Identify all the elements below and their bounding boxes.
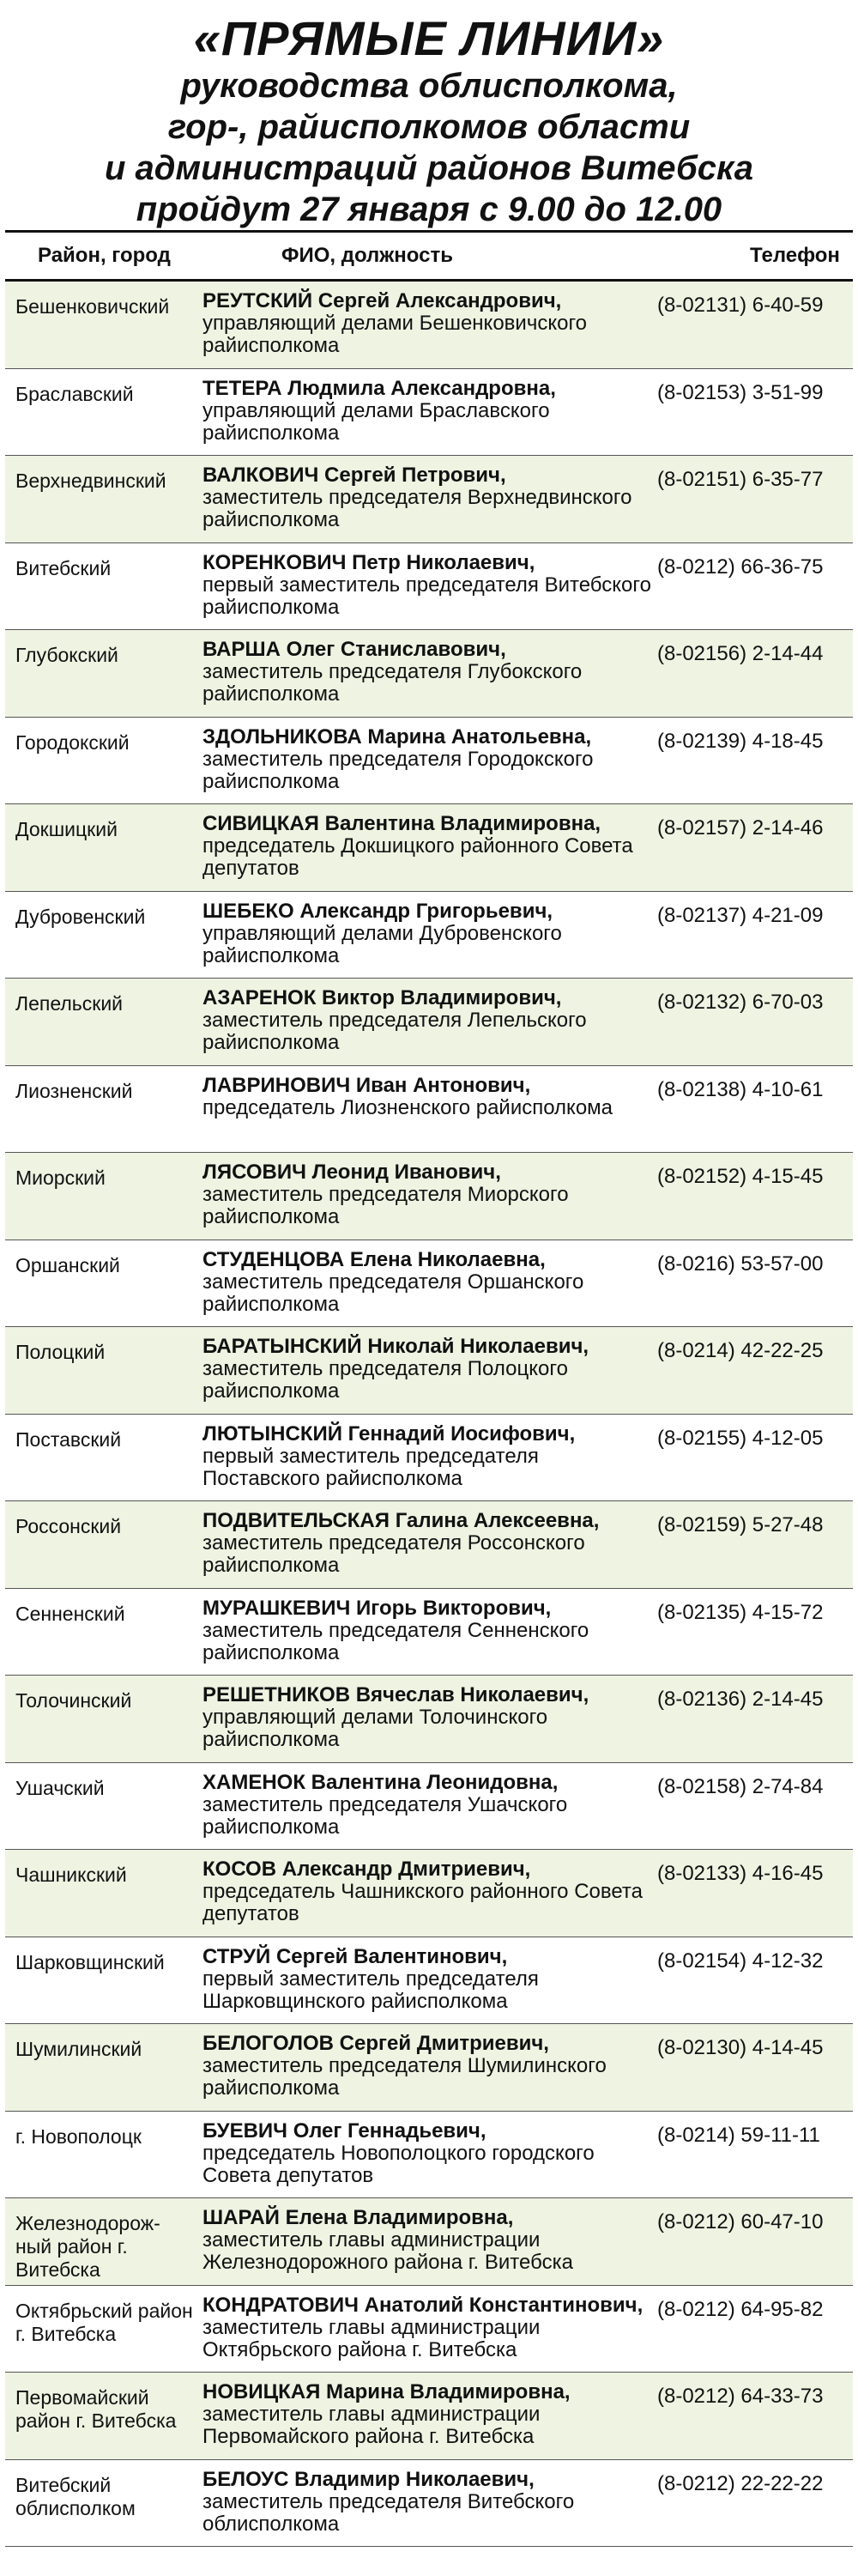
person-given-name: Марина Владимировна, [326,2380,571,2403]
person-name [202,1858,654,1881]
person-cell [194,282,654,368]
person-given-name: Валентина Леонидовна, [311,1770,559,1794]
person-surname: АЗАРЕНОК [202,986,317,1009]
person-name [202,2469,654,2491]
table-row [5,979,853,1066]
table-row [5,282,853,369]
person-cell [194,979,654,1065]
person-given-name: Сергей Александрович, [317,289,562,312]
table-row [5,1066,853,1154]
district-cell: Чашникский [15,1864,127,1886]
person-surname: ВАЛКОВИЧ [202,464,319,487]
phone-cell: (8-02132) 6-70-03 [657,991,824,1014]
person-surname: РЕШЕТНИКОВ [202,1683,351,1706]
person-surname: КОНДРАТОВИЧ [202,2293,359,2317]
person-name [202,1510,654,1532]
person-cell [194,2286,654,2373]
person-surname: БУЕВИЧ [202,2118,288,2143]
person-name [202,1423,654,1446]
phone-cell: (8-02155) 4-12-05 [657,1426,824,1450]
person-cell [194,892,654,979]
district-cell: Первомайский район г. Витебска [15,2386,177,2432]
person-surname: МУРАШКЕВИЧ [202,1596,351,1620]
district-cell: Миорский [15,1167,106,1189]
district-cell: Полоцкий [15,1341,106,1363]
person-given-name: Валентина Владимировна, [324,812,601,835]
person-position: управляющий делами Браславского райисполкома [202,398,550,445]
person-name [202,987,654,1009]
person-surname: БЕЛОГОЛОВ [202,2032,334,2055]
person-position: заместитель главы администрации Железнодорожного района г. Витебска [202,2228,573,2274]
person-given-name: Людмила Александровна, [287,376,556,400]
person-cell [194,1850,654,1937]
person-name [202,290,654,312]
table-row [5,2460,853,2548]
person-position: заместитель председателя Оршанского райисполкома [202,1270,584,1316]
person-cell [194,2024,654,2111]
person-cell [194,804,654,891]
person-name [202,1684,654,1706]
table-row [5,2198,853,2286]
district-cell: Россонский [15,1515,122,1537]
person-name [202,1075,654,1097]
phone-cell: (8-0212) 60-47-10 [657,2210,824,2234]
person-given-name: Александр Дмитриевич, [281,1858,531,1881]
person-given-name: Олег Станиславович, [286,638,506,661]
district-cell: Ушачский [15,1776,105,1799]
person-given-name: Сергей Петрович, [324,464,506,487]
person-cell [194,1676,654,1762]
person-position: первый заместитель председателя Поставского райисполкома [202,1444,539,1490]
person-surname: ЛЮТЫНСКИЙ [202,1421,342,1446]
district-cell: Витебский [15,556,112,579]
table-row [5,1501,853,1589]
table-row [5,1937,853,2025]
person-cell [194,2112,654,2198]
district-cell: Шумилинский [15,2038,142,2060]
person-cell [194,369,654,456]
district-cell: Глубокский [15,644,118,666]
header-phone: Телефон [750,244,840,267]
person-position: первый заместитель председателя Шарковщинского райисполкома [202,1967,539,2013]
phone-cell: (8-02154) 4-12-32 [657,1949,824,1973]
person-given-name: Олег Геннадьевич, [293,2118,486,2143]
table-row [5,1240,853,1328]
person-given-name: Владимир Николаевич, [294,2467,535,2491]
person-name [202,639,654,661]
person-position: заместитель председателя Миорского райисполкома [202,1183,569,1228]
heading-line-2: руководства облисполкома, [180,67,678,105]
person-name [202,378,654,400]
district-cell: Сенненский [15,1602,125,1625]
table-row [5,1589,853,1676]
person-given-name: Игорь Викторович, [356,1596,552,1620]
district-cell: г. Новополоцк [15,2124,142,2148]
person-position: заместитель председателя Городокского райисполкома [202,747,594,793]
person-cell [194,1153,654,1240]
phone-cell: (8-02156) 2-14-44 [657,642,824,665]
person-name [202,2120,654,2143]
phone-cell: (8-02136) 2-14-45 [657,1688,824,1711]
person-cell [194,718,654,804]
person-given-name: Анатолий Константинович, [364,2293,644,2317]
person-surname: ШАРАЙ [202,2206,280,2229]
person-position: председатель Новополоцкого городского Совета депутатов [202,2141,595,2187]
header-person: ФИО, должность [281,244,453,267]
person-cell [194,1937,654,2024]
district-cell: Лиозненский [15,1079,133,1102]
table-row [5,1415,853,1502]
person-cell [194,1589,654,1676]
person-given-name: Петр Николаевич, [352,550,535,574]
table-row [5,369,853,457]
person-given-name: Александр Григорьевич, [299,899,553,923]
person-given-name: Сергей Валентинович, [275,1944,508,1968]
district-cell: Бешенковичский [15,295,170,318]
person-surname: ЗДОЛЬНИКОВА [202,724,362,749]
table-row [5,2112,853,2199]
district-cell: Шарковщинский [15,1950,165,1973]
person-cell [194,543,654,630]
person-position: управляющий делами Толочинского райисполкома [202,1706,548,1751]
phone-cell: (8-02158) 2-74-84 [657,1774,824,1798]
person-cell [194,1066,654,1153]
phone-cell: (8-0214) 59-11-11 [657,2123,820,2147]
person-cell [194,2373,654,2459]
person-surname: ЛАВРИНОВИЧ [202,1073,351,1097]
table-row [5,543,853,631]
phone-cell: (8-0212) 64-33-73 [657,2385,824,2408]
table-row [5,1763,853,1851]
district-cell: Браславский [15,382,134,405]
person-surname: БЕЛОУС [202,2467,289,2491]
person-name [202,1249,654,1271]
person-surname: БАРАТЫНСКИЙ [202,1335,362,1358]
person-cell [194,2460,654,2547]
phone-cell: (8-02133) 4-16-45 [657,1862,824,1885]
person-name [202,552,654,574]
phone-cell: (8-02152) 4-15-45 [657,1165,824,1188]
person-surname: КОРЕНКОВИЧ [202,550,347,574]
person-name [202,1336,654,1358]
person-surname: СИВИЦКАЯ [202,812,319,835]
table-row [5,804,853,892]
table-row [5,1850,853,1937]
person-position: заместитель председателя Полоцкого райисполкома [202,1357,568,1403]
person-given-name: Вячеслав Николаевич, [355,1683,589,1706]
person-name [202,2033,654,2055]
district-cell: Оршанский [15,1253,120,1276]
person-surname: ПОДВИТЕЛЬСКАЯ [202,1509,390,1532]
phone-cell: (8-02139) 4-18-45 [657,729,824,753]
table-header [5,230,853,282]
person-name [202,464,654,487]
person-cell [194,1415,654,1501]
district-cell: Витебский облисполком [15,2473,136,2519]
heading-line-4: и администраций районов Витебска [105,149,753,187]
person-name [202,2294,654,2317]
heading-title: «ПРЯМЫЕ ЛИНИИ» [193,11,665,65]
district-cell: Верхнедвинский [15,470,166,492]
person-position: заместитель председателя Шумилинского райисполкома [202,2054,607,2100]
person-position: председатель Докшицкого районного Совета депутатов [202,834,633,880]
phone-cell: (8-0212) 22-22-22 [657,2471,824,2495]
person-given-name: Елена Владимировна, [285,2206,514,2229]
person-given-name: Сергей Дмитриевич, [339,2032,549,2055]
person-given-name: Иван Антонович, [355,1073,531,1097]
contacts-table [5,230,853,2547]
person-position: председатель Чашникского районного Совета депутатов [202,1880,643,1925]
district-cell: Октябрьский район г. Витебска [15,2299,193,2345]
district-cell: Железнодорож-ный район г. Витебска [15,2212,160,2281]
heading-line-5: пройдут 27 января с 9.00 до 12.00 [136,191,722,228]
person-surname: ХАМЕНОК [202,1770,305,1794]
person-surname: НОВИЦКАЯ [202,2380,321,2403]
person-surname: СТРУЙ [202,1944,271,1968]
person-name [202,2207,654,2229]
person-name [202,2381,654,2403]
person-given-name: Виктор Владимирович, [322,986,562,1009]
district-cell: Лепельский [15,992,124,1015]
table-row [5,1327,853,1415]
person-given-name: Марина Анатольевна, [367,724,592,749]
district-cell: Дубровенский [15,905,146,928]
phone-cell: (8-0212) 66-36-75 [657,555,824,579]
person-cell [194,1240,654,1327]
table-row [5,456,853,543]
person-cell [194,456,654,542]
phone-cell: (8-02159) 5-27-48 [657,1513,824,1537]
table-row [5,892,853,979]
table-row [5,1676,853,1763]
person-name [202,726,654,749]
table-row [5,2024,853,2112]
person-cell [194,1763,654,1850]
phone-cell: (8-02157) 2-14-46 [657,816,824,839]
person-name [202,1161,654,1184]
header-district: Район, город [38,244,171,267]
person-name [202,1946,654,1968]
person-given-name: Геннадий Иосифович, [347,1421,576,1446]
person-position: заместитель председателя Лепельского райисполкома [202,1009,587,1054]
person-cell [194,1501,654,1588]
phone-cell: (8-02137) 4-21-09 [657,903,824,927]
person-given-name: Галина Алексеевна, [395,1509,600,1532]
person-name [202,1597,654,1620]
phone-cell: (8-02151) 6-35-77 [657,468,824,491]
district-cell: Докшицкий [15,818,118,840]
district-cell: Городокский [15,730,130,754]
person-name [202,813,654,835]
person-surname: ТЕТЕРА [202,376,282,400]
person-position: заместитель главы администрации Октябрьского района г. Витебска [202,2315,541,2361]
district-cell: Толочинский [15,1689,132,1712]
person-position: заместитель председателя Ушачского райисполкома [202,1792,568,1839]
phone-cell: (8-02131) 6-40-59 [657,294,824,317]
person-surname: ВАРША [202,638,281,661]
district-cell: Поставский [15,1427,122,1451]
person-surname: ШЕБЕКО [202,899,294,923]
table-body [5,282,853,2547]
person-position: заместитель председателя Верхнедвинского райисполкома [202,486,632,531]
phone-cell: (8-0212) 64-95-82 [657,2297,824,2321]
person-cell [194,2198,654,2285]
phone-cell: (8-02130) 4-14-45 [657,2036,824,2059]
person-given-name: Леонид Иванович, [311,1161,501,1184]
person-cell [194,1327,654,1414]
person-position: председатель Лиозненского райисполкома [202,1095,613,1119]
table-row [5,1153,853,1240]
phone-cell: (8-0214) 42-22-25 [657,1339,824,1362]
person-given-name: Елена Николаевна, [349,1247,546,1271]
phone-cell: (8-0216) 53-57-00 [657,1252,824,1276]
person-position: заместитель председателя Сенненского райисполкома [202,1618,589,1664]
person-name [202,900,654,923]
table-row [5,718,853,805]
person-surname: СТУДЕНЦОВА [202,1247,345,1271]
person-surname: ЛЯСОВИЧ [202,1161,306,1184]
table-row [5,630,853,718]
person-position: заместитель председателя Витебского облисполкома [202,2489,575,2536]
table-row [5,2286,853,2373]
heading [0,0,858,230]
person-position: заместитель председателя Глубокского райисполкома [202,660,583,706]
phone-cell: (8-02135) 4-15-72 [657,1600,824,1624]
person-cell [194,630,654,717]
person-name [202,1772,654,1794]
person-position: первый заместитель председателя Витебского райисполкома [202,573,651,619]
person-position: управляющий делами Бешенковичского райисполкома [202,312,588,357]
person-given-name: Николай Николаевич, [367,1335,589,1358]
table-row [5,2373,853,2460]
person-surname: РЕУТСКИЙ [202,289,313,312]
heading-line-3: гор-, райисполкомов области [167,108,691,146]
phone-cell: (8-02153) 3-51-99 [657,380,824,404]
person-position: управляющий делами Дубровенского райисполкома [202,921,562,967]
person-position: заместитель главы администрации Первомайского района г. Витебска [202,2403,541,2448]
person-surname: КОСОВ [202,1858,277,1881]
phone-cell: (8-02138) 4-10-61 [657,1077,824,1101]
person-position: заместитель председателя Россонского райисполкома [202,1531,585,1577]
